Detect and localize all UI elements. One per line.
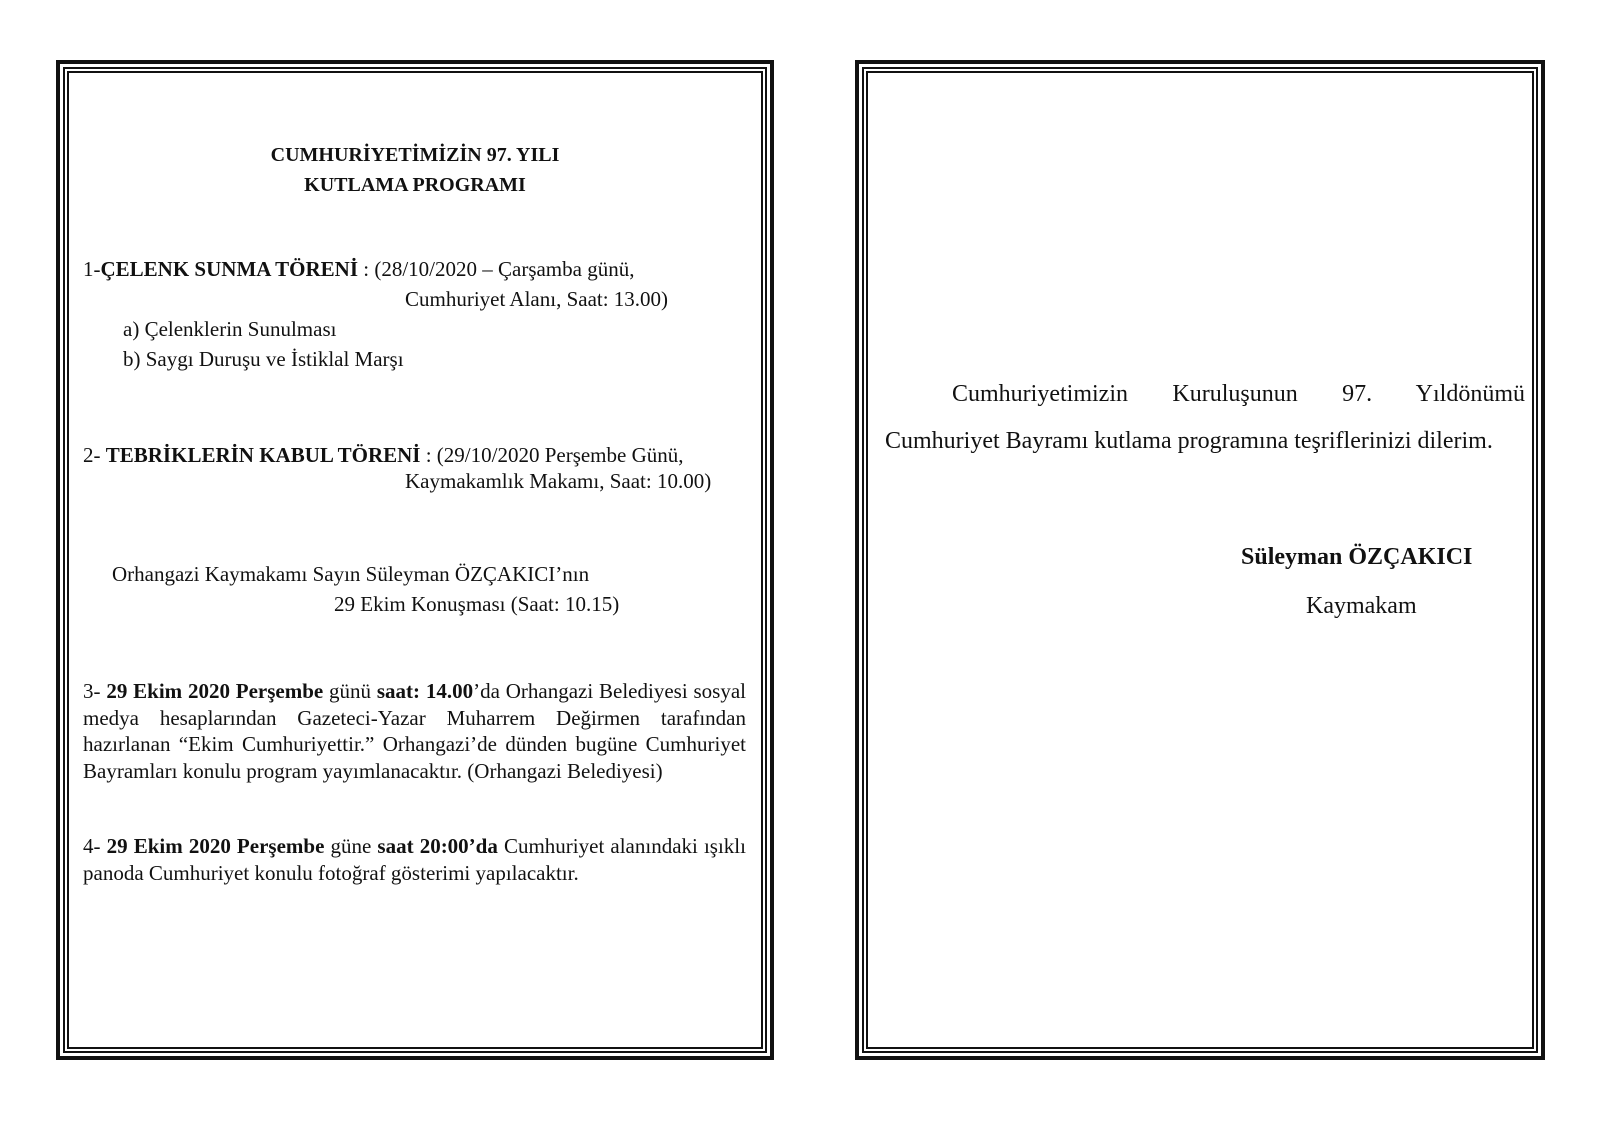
item1-details-line2: Cumhuriyet Alanı, Saat: 13.00) (405, 287, 669, 311)
item1-heading: ÇELENK SUNMA TÖRENİ (100, 257, 358, 281)
program-panel (56, 60, 774, 1060)
item4-text1: güne (324, 834, 378, 858)
item2-details-line2: Kaymakamlık Makamı, Saat: 10.00) (405, 469, 712, 493)
item2-heading: TEBRİKLERİN KABUL TÖRENİ (105, 443, 421, 467)
item4-time: saat 20:00’da (377, 834, 498, 858)
item3-date: 29 Ekim 2020 Perşembe (106, 679, 324, 703)
item1-line1 (83, 256, 634, 282)
item2-line1 (83, 442, 684, 468)
program-title-line2: KUTLAMA PROGRAMI (304, 174, 526, 196)
item3-text1: günü (323, 679, 377, 703)
item2-details: : (29/10/2020 Perşembe Günü, (420, 443, 684, 467)
item4-text2: Cumhuriyet alanındaki ışıklı panoda Cumhuriyet konulu fotoğraf gösterimi yapılacaktır. (83, 834, 746, 885)
item3-number: 3- (83, 679, 107, 703)
signer-title: Kaymakam (1306, 593, 1417, 619)
item4-number: 4- (83, 834, 107, 858)
speech-line2: 29 Ekim Konuşması (Saat: 10.15) (334, 592, 620, 616)
item2-number: 2- (83, 443, 106, 467)
item1-details: : (28/10/2020 – Çarşamba günü, (358, 257, 635, 281)
signer-name: Süleyman ÖZÇAKICI (1241, 544, 1473, 570)
item3-paragraph (83, 678, 746, 784)
item3-time: saat: 14.00 (376, 679, 474, 703)
item3-text2: ’da Orhangazi Belediyesi sosyal medya hesaplarından Gazeteci-Yazar Muharrem Değirmen tarafından hazırlanan “Ekim Cumhuriyettir.” Orhangazi’de dünden bugüne Cumhuriyet Bayramları konulu program yayımlanacaktır. (Orhangazi Belediyesi) (83, 679, 746, 783)
panel-inner-frame (67, 71, 763, 1049)
item1-sub-b: b) Saygı Duruşu ve İstiklal Marşı (123, 347, 404, 371)
program-title-line1: CUMHURİYETİMİZİN 97. YILI (270, 144, 560, 166)
speech-line1: Orhangazi Kaymakamı Sayın Süleyman ÖZÇAKICI’nın (112, 562, 590, 586)
item1-sub-a: a) Çelenklerin Sunulması (123, 317, 337, 341)
invitation-body: Cumhuriyetimizin Kuruluşunun 97. Yıldönümü Cumhuriyet Bayramı kutlama programına teşriflerinizi dilerim. (885, 381, 1525, 454)
invitation-panel (855, 60, 1545, 1060)
item1-number: 1- (83, 257, 101, 281)
item4-date: 29 Ekim 2020 Perşembe (106, 834, 325, 858)
item4-paragraph (83, 833, 746, 886)
